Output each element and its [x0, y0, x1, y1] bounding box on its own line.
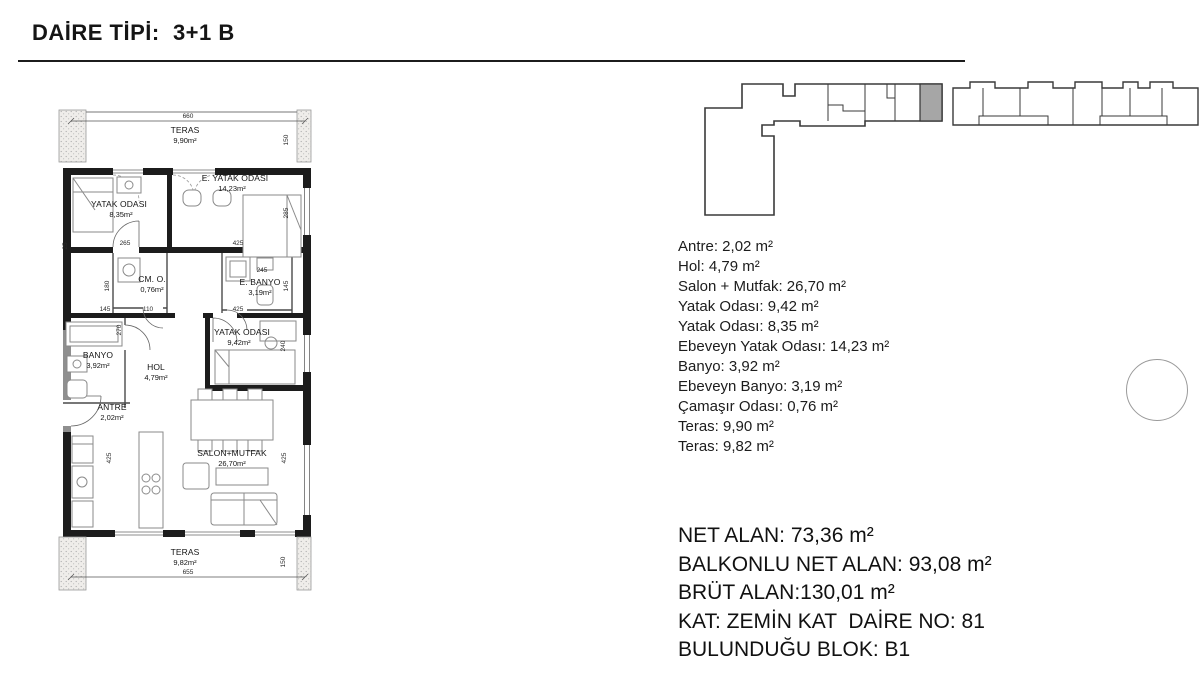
room-areas-list	[678, 237, 889, 457]
room-label-teras-top: TERAS	[170, 125, 200, 135]
room-area-e-banyo: 3,19m²	[248, 288, 272, 297]
dim-banyo-h: 270	[116, 324, 123, 336]
room-area-cmo: 0,76m²	[140, 285, 164, 294]
summary-net-alan: NET ALAN: 73,36 m²	[678, 524, 874, 547]
dim-cmo-h: 180	[104, 280, 111, 292]
summary-kat-daire-no: KAT: ZEMİN KAT DAİRE NO: 81	[678, 609, 985, 633]
terrace-bottom	[59, 537, 311, 590]
room-area-line: Antre: 2,02 m²	[678, 238, 774, 255]
room-label-salon: SALON+MUTFAK	[197, 448, 267, 458]
dim-bottom-width: 655	[182, 569, 194, 576]
room-area-line: Ebeveyn Yatak Odası: 14,23 m²	[678, 338, 890, 355]
dim-yatak-942-h: 240	[280, 340, 287, 352]
room-area-line: Yatak Odası: 8,35 m²	[678, 318, 819, 335]
key-plan-highlight-unit	[920, 84, 942, 121]
room-area-banyo: 3,92m²	[86, 361, 110, 370]
summary-blok: BULUNDUĞU BLOK: B1	[678, 638, 911, 661]
room-label-yatak-942: YATAK ODASI	[214, 327, 270, 337]
room-area-hol: 4,79m²	[144, 373, 168, 382]
room-area-line: Ebeveyn Banyo: 3,19 m²	[678, 378, 843, 395]
dim-left-25: 25	[62, 242, 69, 250]
room-area-yatak-942: 9,42m²	[227, 338, 251, 347]
dim-e-yatak-w: 425	[232, 240, 244, 247]
room-area-antre: 2,02m²	[100, 413, 124, 422]
room-area-teras-top: 9,90m²	[173, 136, 197, 145]
dim-e-banyo-w: 245	[256, 267, 268, 274]
terrace-top	[59, 110, 311, 162]
key-plan-right-block	[953, 82, 1198, 125]
dim-banyo-w: 145	[99, 306, 111, 313]
room-area-line: Hol: 4,79 m²	[678, 258, 760, 275]
room-label-yatak-835: YATAK ODASI	[91, 199, 147, 209]
dim-e-banyo-h: 145	[283, 280, 290, 292]
room-label-e-banyo: E. BANYO	[239, 277, 281, 287]
room-area-line: Teras: 9,90 m²	[678, 418, 774, 435]
dim-teras-top-h: 150	[283, 134, 290, 146]
room-area-line: Çamaşır Odası: 0,76 m²	[678, 398, 839, 415]
title-rule	[18, 60, 965, 62]
summary-balkonlu-net-alan: BALKONLU NET ALAN: 93,08 m²	[678, 552, 992, 576]
summary-block	[678, 522, 992, 665]
room-area-line: Salon + Mutfak: 26,70 m²	[678, 278, 847, 295]
room-area-e-yatak: 14,23m²	[218, 184, 246, 193]
dim-hol-w: 110	[142, 306, 154, 313]
room-area-yatak-835: 8,35m²	[109, 210, 133, 219]
dim-e-yatak-h: 285	[283, 207, 290, 219]
room-area-salon: 26,70m²	[218, 459, 246, 468]
page-title: DAİRE TİPİ: 3+1 B	[32, 20, 235, 45]
floor-plan-drawing	[55, 100, 330, 595]
dim-yatak-835-w: 265	[119, 240, 131, 247]
dim-salon-h-right: 425	[281, 452, 288, 464]
room-area-line: Yatak Odası: 9,42 m²	[678, 298, 819, 315]
room-label-hol: HOL	[147, 362, 165, 372]
room-label-antre: ANTRE	[97, 402, 127, 412]
room-label-e-yatak: E. YATAK ODASI	[201, 173, 269, 183]
room-label-banyo: BANYO	[82, 350, 114, 360]
summary-brut-alan: BRÜT ALAN:130,01 m²	[678, 581, 895, 604]
room-label-cmo: CM. O.	[138, 274, 166, 284]
dim-yatak-942-w: 425	[232, 306, 244, 313]
dim-salon-h-left: 425	[106, 452, 113, 464]
dim-top-width: 660	[182, 113, 194, 120]
room-area-teras-bottom: 9,82m²	[173, 558, 197, 567]
room-area-line: Teras: 9,82 m²	[678, 438, 774, 455]
room-label-teras-bottom: TERAS	[170, 547, 200, 557]
key-plan-drawing	[695, 75, 1200, 225]
room-area-line: Banyo: 3,92 m²	[678, 358, 780, 375]
compass-circle	[1126, 359, 1188, 421]
dim-teras-bottom-h: 150	[280, 556, 287, 568]
key-plan-left-block	[705, 84, 942, 215]
